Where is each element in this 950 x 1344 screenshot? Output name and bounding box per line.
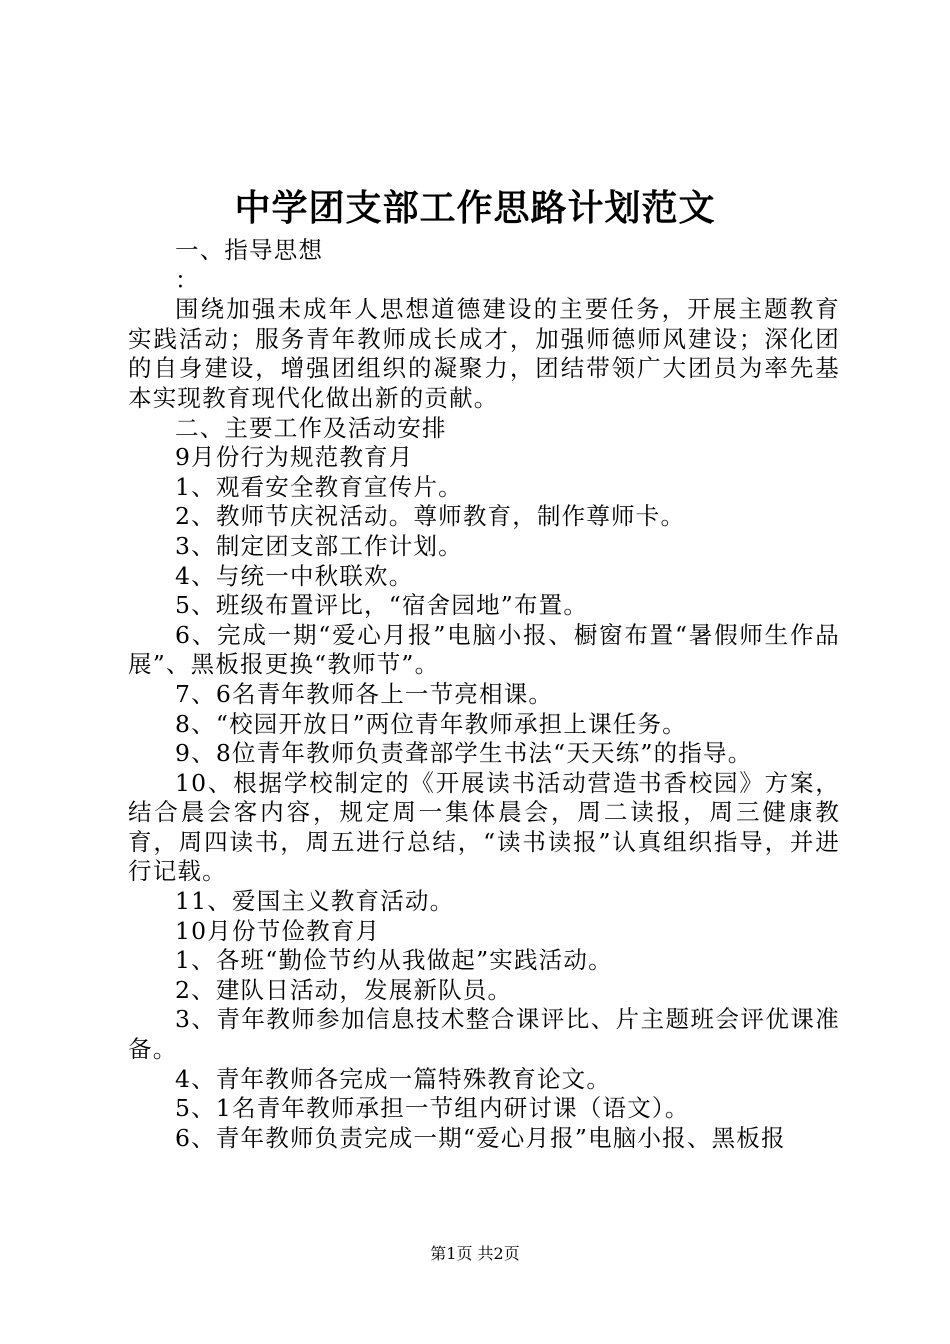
paragraph: 二、主要工作及活动安排 (175, 413, 447, 442)
paragraph: 9、8位青年教师负责聋部学生书法“天天练”的指导。 (175, 739, 753, 768)
paragraph: 一、指导思想 (175, 236, 324, 264)
paragraph: 2、教师节庆祝活动。尊师教育，制作尊师卡。 (175, 502, 686, 531)
paragraph: 6、青年教师负责完成一期“爱心月报”电脑小报、黑板报 (175, 1123, 786, 1152)
document-body (128, 236, 840, 1153)
paragraph: 10、根据学校制定的《开展读书活动营造书香校园》方案，结合晨会客内容，规定周一集体晨会，周二读报，周三健康教育，周四读书，周五进行总结，“读书读报”认真组织指导，并进行记载。 (128, 768, 840, 886)
document-title: 中学团支部工作思路计划范文 (234, 187, 716, 229)
paragraph: 1、观看安全教育宣传片。 (175, 472, 463, 501)
paragraph: 4、与统一中秋联欢。 (175, 561, 414, 590)
paragraph: 6、完成一期“爱心月报”电脑小报、橱窗布置“暑假师生作品展”、黑板报更换“教师节”。 (128, 620, 840, 679)
paragraph: 4、青年教师各完成一篇特殊教育论文。 (175, 1064, 612, 1093)
paragraph: ： (175, 265, 200, 294)
paragraph: 3、制定团支部工作计划。 (175, 531, 463, 560)
paragraph: 围绕加强未成年人思想道德建设的主要任务，开展主题教育实践活动；服务青年教师成长成才，加强师德师风建设；深化团的自身建设，增强团组织的凝聚力，团结带领广大团员为率先基本实现教育现代化做出新的贡献。 (128, 295, 840, 412)
paragraph: 5、班级布置评比，“宿舍园地”布置。 (175, 591, 589, 620)
paragraph: 7、6名青年教师各上一节亮相课。 (175, 679, 554, 708)
paragraph: 9月份行为规范教育月 (175, 443, 414, 472)
paragraph: 1、各班“勤俭节约从我做起”实践活动。 (175, 946, 613, 975)
paragraph: 3、青年教师参加信息技术整合课评比、片主题班会评优课准备。 (128, 1005, 840, 1064)
paragraph: 5、1名青年教师承担一节组内研讨课（语文）。 (175, 1094, 690, 1123)
page-number-footer: 第1页 共2页 (430, 1244, 520, 1263)
paragraph: 10月份节俭教育月 (175, 916, 381, 945)
paragraph: 8、“校园开放日”两位青年教师承担上课任务。 (175, 709, 687, 738)
paragraph: 2、建队日活动，发展新队员。 (175, 975, 513, 1004)
paragraph: 11、爱国主义教育活动。 (175, 887, 455, 916)
